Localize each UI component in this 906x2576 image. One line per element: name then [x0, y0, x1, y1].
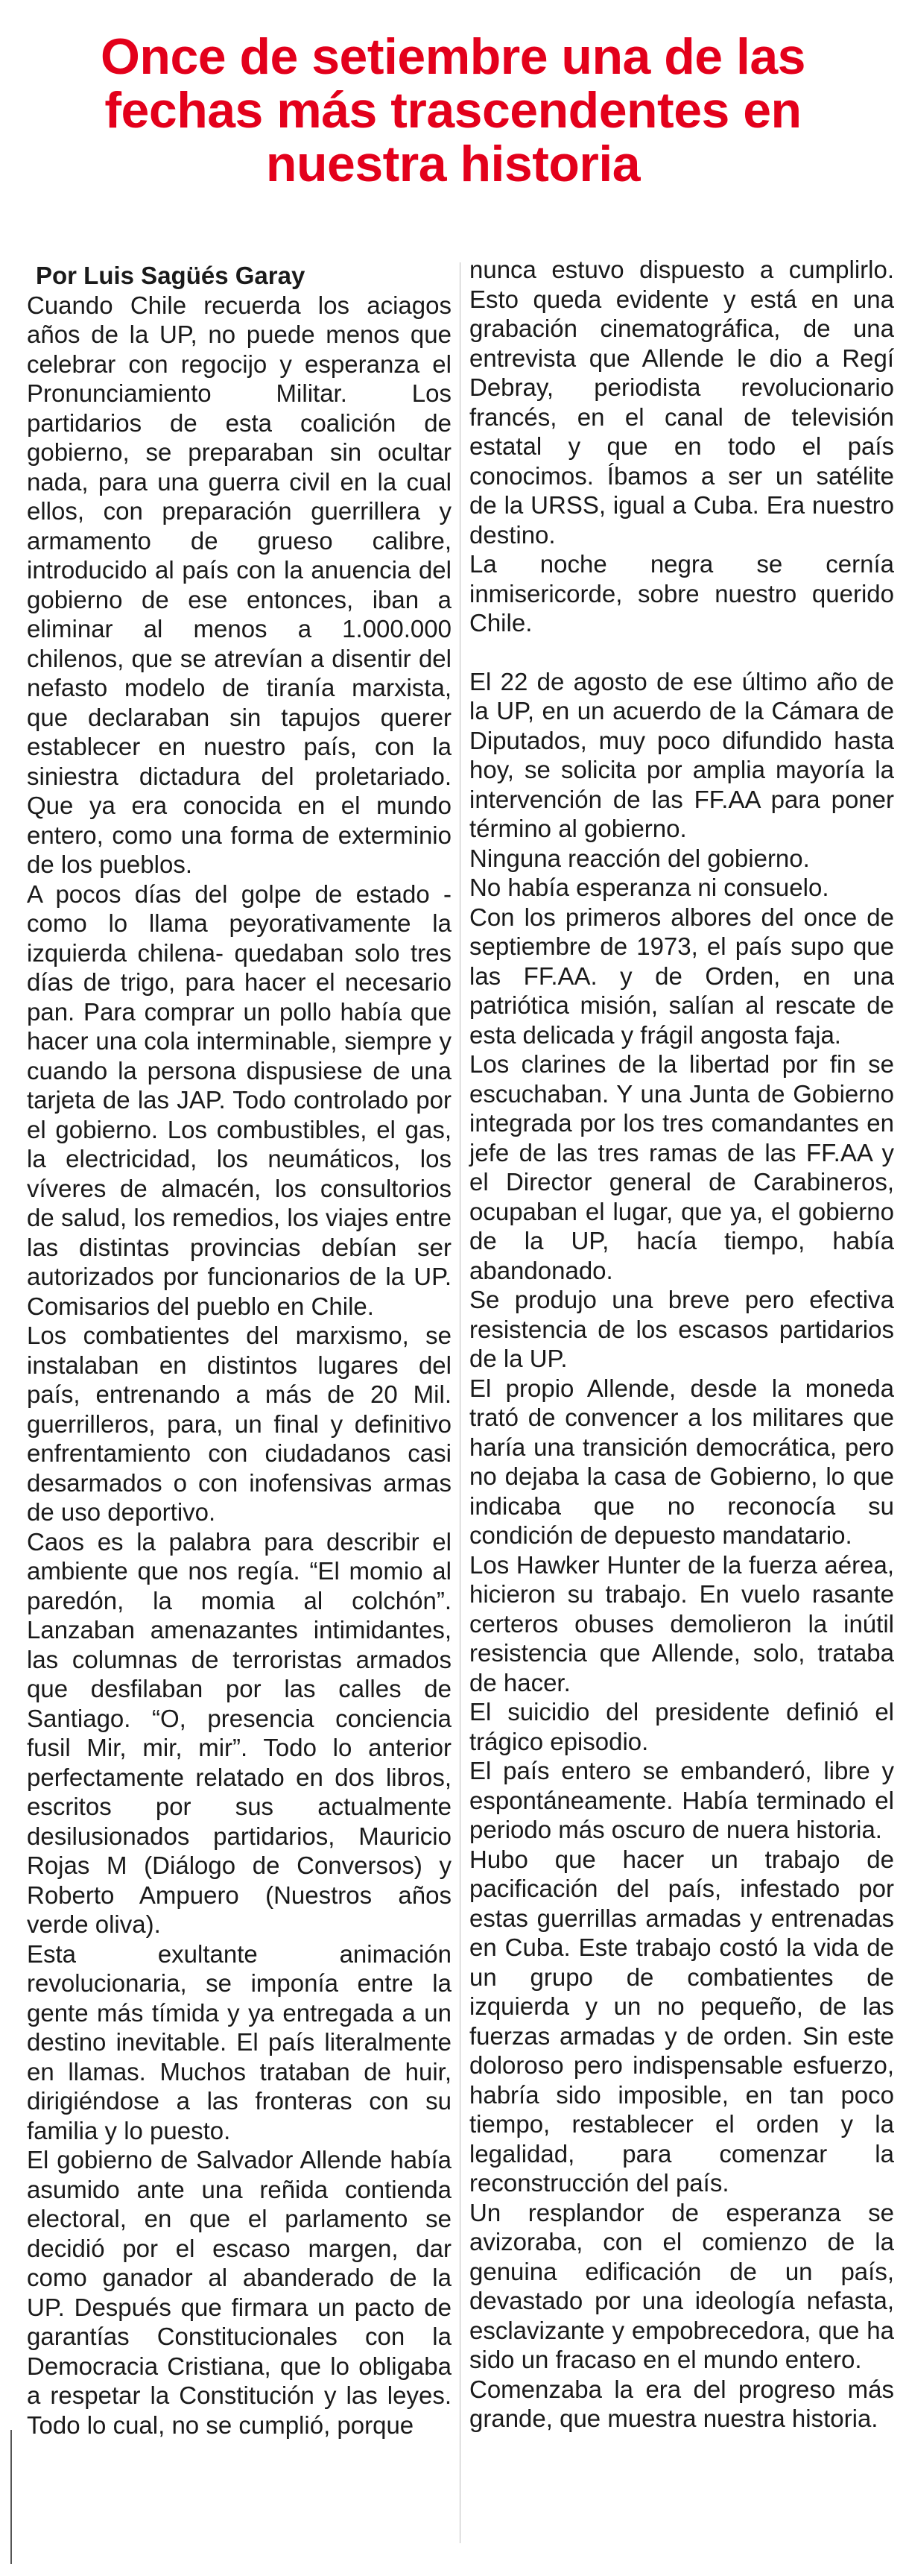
- paragraph: No había esperanza ni consuelo.: [469, 874, 829, 901]
- article-column-right: [469, 255, 894, 2551]
- paragraph: Esta exultante animación revolucionaria, se imponía entre la gente más tímida y ya entregada a un destino inevitable. El país literalmente en llamas. Muchos trataban de huir, dirigiéndose a las fronteras con su familia y lo puesto.: [27, 1939, 452, 2144]
- paragraph: El país entero se embanderó, libre y espontáneamente. Había terminado el periodo más oscuro de nuera historia.: [469, 1757, 894, 1843]
- article-headline: Once de setiembre una de las fechas más trascendentes en nuestra historia: [101, 28, 805, 192]
- paragraph: La noche negra se cernía inmisericorde, sobre nuestro querido Chile.: [469, 550, 894, 637]
- paragraph: Se produjo una breve pero efectiva resistencia de los escasos partidarios de la UP.: [469, 1286, 894, 1372]
- paragraph: Los clarines de la libertad por fin se escuchaban. Y una Junta de Gobierno integrada por los tres comandantes en jefe de las tres ramas de las FF.AA y el Director general de Carabineros, ocupaban el lugar, que ya, el gobierno de la UP, hacía tiempo, había abandonado.: [469, 1050, 894, 1284]
- paragraph: El gobierno de Salvador Allende había asumido ante una reñida contienda electoral, en que el parlamento se decidió por el escaso margen, dar como ganador al abanderado de la UP. Después que firmara un pacto de garantías Constitucionales con la Democracia Cristiana, que lo obligaba a respetar la Constitución y las leyes. Todo lo cual, no se cumplió, porque: [27, 2146, 452, 2439]
- paragraph: A pocos días del golpe de estado -como lo llama peyorativamente la izquierda chilena- quedaban solo tres días de trigo, para hacer el necesario pan. Para comprar un pollo había que hacer una cola interminable, siempre y cuando la persona dispusiese de una tarjeta de las JAP. Todo controlado por el gobierno. Los combustibles, el gas, la electricidad, los neumáticos, los víveres de almacén, los consultorios de salud, los remedios, los viajes entre las distintas provincias debían ser autorizados por funcionarios de la UP. Comisarios del pueblo en Chile.: [27, 880, 452, 1320]
- paragraph: El propio Allende, desde la moneda trató de convencer a los militares que haría una transición democrática, pero no dejaba la casa de Gobierno, lo que indicaba que no reconocía su condición de depuesto mandatario.: [469, 1374, 894, 1549]
- paragraph-gap: [469, 638, 894, 667]
- paragraph: Los Hawker Hunter de la fuerza aérea, hicieron su trabajo. En vuelo rasante certeros obuses demolieron la inútil resistencia que Allende, solo, trataba de hacer.: [469, 1550, 894, 1696]
- paragraph: Caos es la palabra para describir el ambiente que nos regía. “El momio al paredón, la momia al colchón”. Lanzaban amenazantes intimidantes, las columnas de terroristas armados que desfilaban por las calles de Santiago. “O, presencia conciencia fusil Mir, mir, mir”. Todo lo anterior perfectamente relatado en dos libros, escritos por sus actualmente desilusionados partidarios, Mauricio Rojas M (Diálogo de Conversos) y Roberto Ampuero (Nuestros años verde oliva).: [27, 1527, 452, 1938]
- paragraph: Los combatientes del marxismo, se instalaban en distintos lugares del país, entrenando a más de 20 Mil. guerrilleros, para, un final y definitivo enfrentamiento con ciudadanos casi desarmados o con inofensivas armas de uso deportivo.: [27, 1322, 452, 1526]
- paragraph: Con los primeros albores del once de septiembre de 1973, el país supo que las FF.AA. y de Orden, en una patriótica misión, salían al rescate de esta delicada y frágil angosta faja.: [469, 903, 894, 1049]
- paragraph: Ninguna reacción del gobierno.: [469, 844, 810, 872]
- paragraph: El suicidio del presidente definió el trágico episodio.: [469, 1698, 894, 1755]
- paragraph: Un resplandor de esperanza se avizoraba, con el comienzo de la genuina edificación de un país, devastado por una ideología nefasta, esclavizante y empobrecedora, que ha sido un fracaso en el mundo entero.: [469, 2198, 894, 2373]
- article-column-left: [27, 261, 452, 2534]
- paragraph: Hubo que hacer un trabajo de pacificación del país, infestado por estas guerrillas armadas y entrenadas en Cuba. Este trabajo costó la vida de un grupo de combatientes de izquierda y un no pequeño, de las fuerzas armadas y de orden. Sin este doloroso pero indispensable esfuerzo, habría sido imposible, en tan poco tiempo, restablecer el orden y la legalidad, para comenzar la reconstrucción del país.: [469, 1845, 894, 2197]
- page-edge-line: [10, 2430, 12, 2564]
- paragraph: nunca estuvo dispuesto a cumplirlo. Esto queda evidente y está en una grabación cinematográfica, de una entrevista que Allende le dio a Regí Debray, periodista revolucionario francés, en el canal de televisión estatal y que en todo el país conocimos. Íbamos a ser un satélite de la URSS, igual a Cuba. Era nuestro destino.: [469, 256, 894, 549]
- article-byline: Por Luis Sagüés Garay: [36, 262, 305, 289]
- paragraph: Cuando Chile recuerda los aciagos años de la UP, no puede menos que celebrar con regocijo y esperanza el Pronunciamiento Militar. Los partidarios de esta coalición de gobierno, se preparaban sin ocultar nada, para una guerra civil en la cual ellos, con preparación guerrillera y armamento de grueso calibre, introducido al país con la anuencia del gobierno de ese entonces, iban a eliminar al menos a 1.000.000 chilenos, que se atrevían a disentir del nefasto modelo de tiranía marxista, que declaraban sin tapujos querer establecer en nuestro país, con la siniestra dictadura del proletariado. Que ya era conocida en el mundo entero, como una forma de exterminio de los pueblos.: [27, 291, 452, 878]
- paragraph: Comenzaba la era del progreso más grande, que muestra nuestra historia.: [469, 2375, 894, 2432]
- paragraph: El 22 de agosto de ese último año de la UP, en un acuerdo de la Cámara de Diputados, muy poco difundido hasta hoy, se solicita por amplia mayoría la intervención de las FF.AA para poner término al gobierno.: [469, 667, 894, 842]
